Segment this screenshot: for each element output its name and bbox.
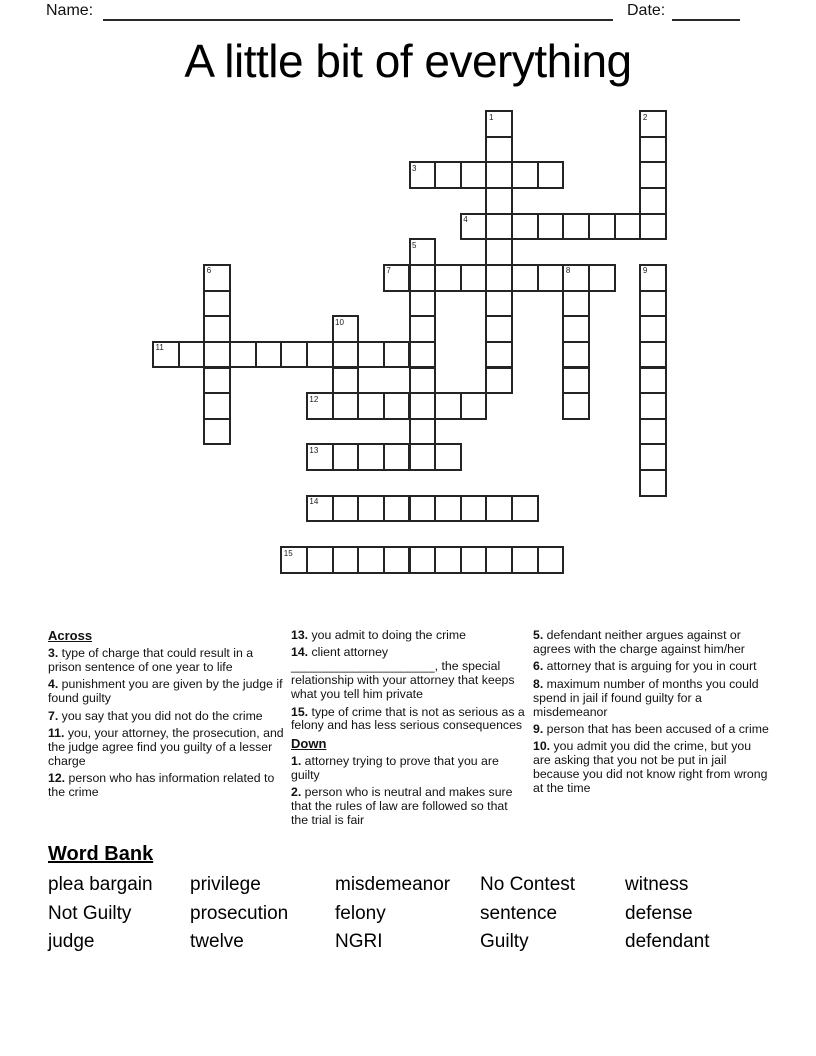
grid-cell-number: 3 — [412, 163, 417, 173]
date-blank-line — [672, 19, 740, 21]
grid-cell[interactable] — [485, 367, 513, 395]
grid-cell[interactable] — [562, 290, 590, 318]
word-bank-list — [48, 871, 778, 957]
grid-cell[interactable] — [332, 315, 360, 343]
grid-cell[interactable] — [434, 392, 462, 420]
grid-cell[interactable] — [639, 367, 667, 395]
clue-down-1: 1. attorney trying to prove that you are guilty — [291, 753, 499, 782]
grid-cell[interactable] — [485, 136, 513, 164]
grid-cell[interactable] — [511, 264, 539, 292]
grid-cell[interactable] — [639, 418, 667, 446]
clue-down-9: 9. person that has been accused of a crime — [533, 721, 769, 736]
grid-cell[interactable] — [485, 161, 513, 189]
grid-cell[interactable] — [562, 367, 590, 395]
grid-cell[interactable] — [383, 546, 411, 574]
grid-cell[interactable] — [588, 264, 616, 292]
grid-cell[interactable] — [409, 238, 437, 266]
grid-cell-number: 1 — [488, 112, 494, 122]
grid-cell[interactable] — [639, 187, 667, 215]
grid-cell[interactable] — [639, 290, 667, 318]
grid-cell[interactable] — [537, 213, 565, 241]
grid-cell[interactable] — [639, 136, 667, 164]
grid-cell[interactable] — [409, 264, 437, 292]
grid-cell[interactable] — [460, 546, 488, 574]
grid-cell-number: 14 — [309, 497, 319, 507]
clue-down-2: 2. person who is neutral and makes sure that the rules of law are followed so that the trial is fair — [291, 785, 513, 827]
clue-down-5: 5. defendant neither argues against or agrees with the charge against him/her — [533, 628, 745, 656]
grid-cell-number: 10 — [335, 317, 344, 327]
grid-cell[interactable] — [409, 341, 437, 369]
word-bank-item: plea bargain — [48, 874, 153, 895]
grid-cell[interactable] — [639, 392, 667, 420]
clue-across-15: 15. type of crime that is not as serious as a felony and has less serious consequences — [291, 704, 525, 733]
grid-cell-number: 5 — [412, 240, 417, 250]
grid-cell[interactable] — [178, 341, 206, 369]
grid-cell[interactable] — [409, 546, 437, 574]
grid-cell[interactable] — [639, 264, 667, 292]
grid-cell[interactable] — [562, 392, 590, 420]
clue-down-10: 10. you admit you did the crime, but you are asking that you not be put in jail because you did not know right from wrong at the time — [533, 739, 768, 796]
grid-cell[interactable] — [485, 110, 513, 138]
grid-cell[interactable] — [485, 495, 513, 523]
grid-cell[interactable] — [332, 367, 360, 395]
grid-cell[interactable] — [639, 110, 667, 138]
grid-cell[interactable] — [639, 213, 667, 241]
grid-cell[interactable] — [409, 392, 437, 420]
name-blank-line — [103, 19, 613, 21]
grid-cell-number: 13 — [309, 445, 319, 455]
grid-cell[interactable] — [383, 392, 411, 420]
word-bank-item: NGRI — [335, 931, 383, 953]
grid-cell[interactable] — [639, 161, 667, 189]
grid-cell-number: 4 — [463, 215, 468, 225]
grid-cell[interactable] — [537, 161, 565, 189]
grid-cell[interactable] — [614, 213, 642, 241]
grid-cell[interactable] — [562, 264, 590, 292]
word-bank-item: sentence — [480, 902, 558, 924]
word-bank-item: witness — [625, 874, 689, 895]
clue-section-header-down: Down — [291, 735, 327, 751]
clue-column-3 — [533, 629, 770, 799]
grid-cell[interactable] — [434, 161, 462, 189]
clue-across-7: 7. you say that you did not do the crime — [48, 708, 263, 723]
grid-cell[interactable] — [588, 213, 616, 241]
grid-cell[interactable] — [511, 546, 539, 574]
grid-cell[interactable] — [485, 264, 513, 292]
crossword-grid — [152, 110, 672, 576]
grid-cell[interactable] — [203, 290, 231, 318]
grid-cell[interactable] — [203, 341, 231, 369]
grid-cell[interactable] — [639, 469, 667, 497]
grid-cell-number: 12 — [309, 394, 319, 404]
grid-cell[interactable] — [460, 213, 488, 241]
grid-cell[interactable] — [485, 238, 513, 266]
grid-cell[interactable] — [409, 418, 437, 446]
grid-cell[interactable] — [639, 443, 667, 471]
clue-down-8: 8. maximum number of months you could spend in jail if found guilty for a misdemeanor — [533, 676, 759, 719]
grid-cell[interactable] — [306, 495, 334, 523]
grid-cell[interactable] — [409, 367, 437, 395]
word-bank-item: privilege — [190, 874, 261, 895]
clue-section-header-across: Across — [48, 628, 93, 643]
puzzle-title: A little bit of everything — [184, 35, 632, 87]
grid-cell[interactable] — [203, 315, 231, 343]
clue-across-4: 4. punishment you are given by the judge if found guilty — [48, 677, 283, 706]
grid-cell[interactable] — [409, 495, 437, 523]
clue-across-12: 12. person who has information related to the crime — [48, 771, 275, 800]
grid-cell[interactable] — [306, 341, 334, 369]
clue-down-6: 6. attorney that is arguing for you in court — [533, 659, 757, 674]
grid-cell[interactable] — [332, 443, 360, 471]
grid-cell[interactable] — [409, 290, 437, 318]
clue-across-14: 14. client attorney _____________________, the special relationship with your attorney that keeps what you tell him private — [291, 645, 515, 702]
grid-cell[interactable] — [332, 341, 360, 369]
grid-cell[interactable] — [357, 341, 385, 369]
grid-cell[interactable] — [537, 264, 565, 292]
grid-cell[interactable] — [562, 213, 590, 241]
grid-cell-number: 11 — [155, 343, 164, 353]
clue-across-11: 11. you, your attorney, the prosecution, and the judge agree find you guilty of a lesser charge — [48, 726, 284, 768]
word-bank-item: prosecution — [190, 902, 289, 924]
word-bank-item: defense — [625, 902, 693, 924]
grid-cell[interactable] — [434, 546, 462, 574]
grid-cell[interactable] — [203, 264, 231, 292]
grid-cell[interactable] — [383, 495, 411, 523]
grid-cell[interactable] — [511, 213, 539, 241]
grid-cell[interactable] — [460, 161, 488, 189]
word-bank-item: No Contest — [480, 874, 576, 895]
clue-column-1 — [48, 629, 285, 804]
grid-cell[interactable] — [203, 392, 231, 420]
grid-cell[interactable] — [357, 392, 385, 420]
grid-cell[interactable] — [639, 341, 667, 369]
grid-cell[interactable] — [306, 443, 334, 471]
grid-cell-number: 7 — [386, 266, 391, 276]
grid-cell[interactable] — [460, 495, 488, 523]
word-bank-item: judge — [48, 931, 95, 953]
grid-cell[interactable] — [485, 546, 513, 574]
grid-cell[interactable] — [357, 546, 385, 574]
grid-cell[interactable] — [485, 290, 513, 318]
grid-cell[interactable] — [460, 264, 488, 292]
grid-cell[interactable] — [460, 392, 488, 420]
grid-cell[interactable] — [485, 187, 513, 215]
grid-cell[interactable] — [255, 341, 283, 369]
grid-cell-number: 9 — [642, 266, 648, 276]
grid-cell[interactable] — [306, 546, 334, 574]
clue-column-2 — [291, 629, 528, 831]
grid-cell[interactable] — [229, 341, 257, 369]
grid-cell[interactable] — [434, 495, 462, 523]
grid-cell[interactable] — [511, 495, 539, 523]
word-bank-item: Not Guilty — [48, 902, 132, 924]
word-bank-item: misdemeanor — [335, 874, 451, 895]
grid-cell[interactable] — [280, 546, 308, 574]
grid-cell-number: 6 — [206, 266, 212, 276]
grid-cell[interactable] — [152, 341, 180, 369]
grid-cell[interactable] — [332, 546, 360, 574]
clue-across-13: 13. you admit to doing the crime — [291, 628, 466, 642]
grid-cell[interactable] — [434, 443, 462, 471]
grid-cell-number: 8 — [565, 266, 571, 276]
grid-cell[interactable] — [383, 264, 411, 292]
grid-cell[interactable] — [357, 495, 385, 523]
word-bank-header: Word Bank — [48, 843, 154, 865]
word-bank-item: Guilty — [480, 931, 529, 953]
grid-cell[interactable] — [485, 315, 513, 343]
grid-cell[interactable] — [562, 315, 590, 343]
date-label: Date: — [627, 2, 666, 19]
word-bank-item: felony — [335, 902, 386, 924]
grid-cell[interactable] — [332, 495, 360, 523]
grid-cell[interactable] — [409, 161, 437, 189]
grid-cell[interactable] — [383, 341, 411, 369]
grid-cell[interactable] — [306, 392, 334, 420]
grid-cell[interactable] — [357, 443, 385, 471]
grid-cell[interactable] — [409, 443, 437, 471]
grid-cell[interactable] — [511, 161, 539, 189]
grid-cell[interactable] — [383, 443, 411, 471]
word-bank-item: defendant — [625, 931, 710, 953]
grid-cell[interactable] — [409, 315, 437, 343]
grid-cell[interactable] — [203, 418, 231, 446]
grid-cell[interactable] — [332, 392, 360, 420]
clue-across-3: 3. type of charge that could result in a prison sentence of one year to life — [48, 646, 254, 674]
grid-cell[interactable] — [537, 546, 565, 574]
grid-cell[interactable] — [562, 341, 590, 369]
grid-cell[interactable] — [485, 341, 513, 369]
grid-cell[interactable] — [203, 367, 231, 395]
grid-cell[interactable] — [280, 341, 308, 369]
name-label: Name: — [46, 2, 94, 19]
grid-cell[interactable] — [434, 264, 462, 292]
grid-cell[interactable] — [639, 315, 667, 343]
grid-cell-number: 15 — [283, 548, 293, 558]
grid-cell-number: 2 — [642, 112, 648, 122]
word-bank-item: twelve — [190, 931, 244, 953]
grid-cell[interactable] — [485, 213, 513, 241]
